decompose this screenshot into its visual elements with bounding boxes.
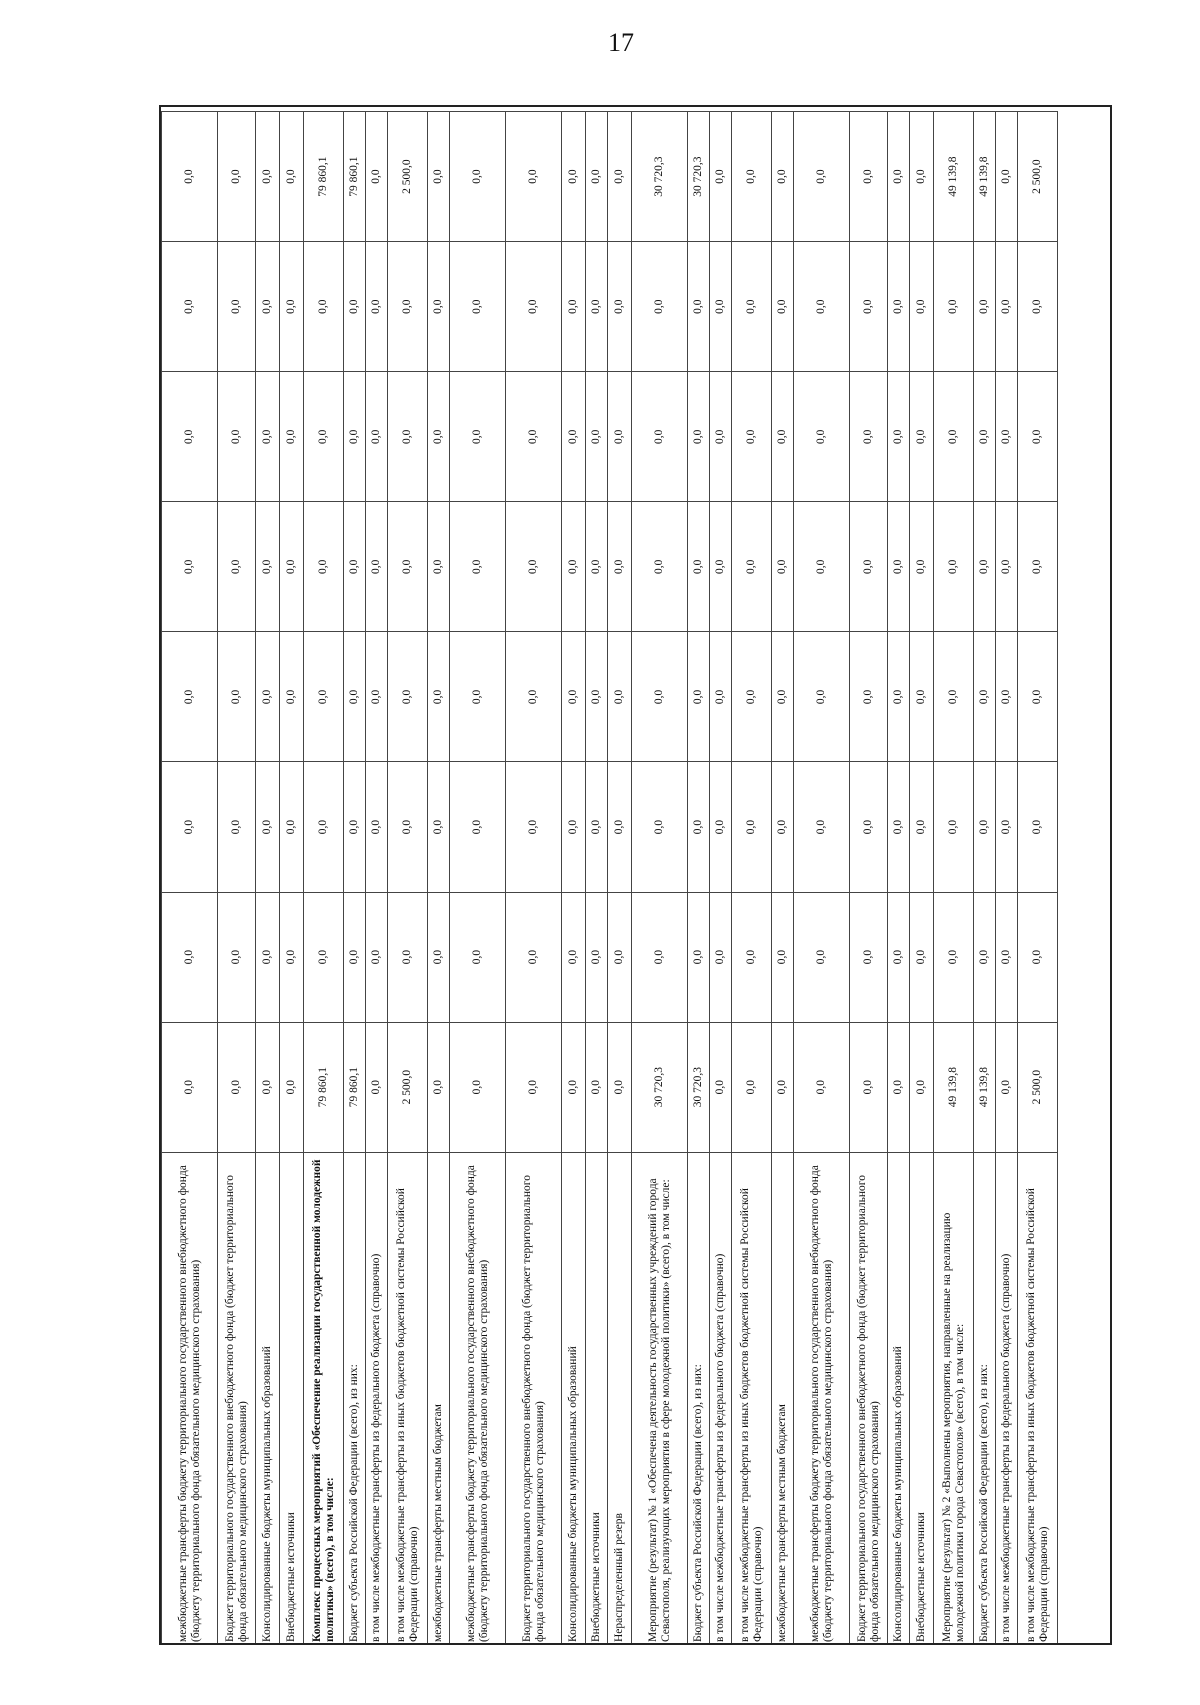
value-cell: 0,0: [218, 892, 256, 1022]
value-cell: 0,0: [794, 762, 850, 892]
value-cell: 0,0: [850, 762, 888, 892]
value-cell: 0,0: [1018, 502, 1058, 632]
value-cell: 0,0: [218, 762, 256, 892]
value-cell: 0,0: [910, 112, 934, 242]
value-cell: 0,0: [162, 112, 218, 242]
value-cell: 0,0: [772, 762, 794, 892]
value-cell: 0,0: [996, 112, 1018, 242]
table-row: [344, 112, 366, 1646]
value-cell: 0,0: [280, 892, 304, 1022]
value-cell: 0,0: [772, 892, 794, 1022]
value-cell: 0,0: [280, 502, 304, 632]
value-cell: 79 860,1: [304, 1022, 344, 1152]
value-cell: 30 720,3: [632, 112, 688, 242]
row-label-cell: межбюджетные трансферты бюджету территориального государственного внебюджетного фонда (бюджету территориального фонда обязательного медицинского страхования): [450, 1152, 506, 1645]
value-cell: 0,0: [304, 892, 344, 1022]
budget-table: [161, 111, 1058, 1645]
value-cell: 0,0: [732, 502, 772, 632]
row-label-cell: Бюджет субъекта Российской Федерации (всего), из них:: [974, 1152, 996, 1645]
value-cell: 0,0: [910, 632, 934, 762]
value-cell: 0,0: [280, 762, 304, 892]
value-cell: 0,0: [850, 502, 888, 632]
value-cell: 0,0: [562, 632, 586, 762]
value-cell: 0,0: [344, 242, 366, 372]
value-cell: 0,0: [850, 1022, 888, 1152]
rotated-table-container: [161, 107, 1112, 1645]
value-cell: 0,0: [910, 502, 934, 632]
table-row: [388, 112, 428, 1646]
value-cell: 0,0: [256, 632, 280, 762]
value-cell: 0,0: [366, 372, 388, 502]
value-cell: 0,0: [996, 632, 1018, 762]
value-cell: 0,0: [344, 762, 366, 892]
value-cell: 0,0: [256, 1022, 280, 1152]
value-cell: 0,0: [996, 242, 1018, 372]
value-cell: 0,0: [280, 1022, 304, 1152]
value-cell: 0,0: [794, 242, 850, 372]
value-cell: 2 500,0: [1018, 112, 1058, 242]
value-cell: 0,0: [732, 1022, 772, 1152]
value-cell: 0,0: [772, 112, 794, 242]
row-label-cell: Мероприятие (результат) № 1 «Обеспечена деятельность государственных учреждений города Севастополя, реализующих мероприятия в сфере молодежной политики» (всего), в том числе:: [632, 1152, 688, 1645]
value-cell: 0,0: [608, 372, 632, 502]
value-cell: 0,0: [794, 892, 850, 1022]
value-cell: 0,0: [934, 372, 974, 502]
row-label-cell: в том числе межбюджетные трансферты из федерального бюджета (справочно): [710, 1152, 732, 1645]
row-label-cell: Бюджет территориального государственного внебюджетного фонда (бюджет территориального фонда обязательного медицинского страхования): [218, 1152, 256, 1645]
value-cell: 0,0: [688, 632, 710, 762]
table-row: [850, 112, 888, 1646]
value-cell: 0,0: [974, 632, 996, 762]
value-cell: 0,0: [218, 372, 256, 502]
table-row: [218, 112, 256, 1646]
value-cell: 0,0: [586, 502, 608, 632]
value-cell: 0,0: [608, 242, 632, 372]
value-cell: 0,0: [428, 372, 450, 502]
table-row: [996, 112, 1018, 1646]
row-label-cell: в том числе межбюджетные трансферты из федерального бюджета (справочно): [366, 1152, 388, 1645]
value-cell: 0,0: [562, 1022, 586, 1152]
value-cell: 0,0: [388, 372, 428, 502]
value-cell: 0,0: [608, 632, 632, 762]
value-cell: 0,0: [344, 892, 366, 1022]
value-cell: 0,0: [974, 762, 996, 892]
value-cell: 0,0: [888, 372, 910, 502]
row-label-cell: в том числе межбюджетные трансферты из иных бюджетов бюджетной системы Российской Федерации (справочно): [388, 1152, 428, 1645]
value-cell: 0,0: [304, 242, 344, 372]
value-cell: 0,0: [710, 1022, 732, 1152]
value-cell: 49 139,8: [974, 1022, 996, 1152]
value-cell: 0,0: [218, 632, 256, 762]
table-row: [794, 112, 850, 1646]
value-cell: 30 720,3: [688, 1022, 710, 1152]
value-cell: 0,0: [586, 242, 608, 372]
value-cell: 0,0: [688, 762, 710, 892]
value-cell: 0,0: [586, 892, 608, 1022]
value-cell: 0,0: [608, 892, 632, 1022]
value-cell: 0,0: [888, 892, 910, 1022]
value-cell: 0,0: [256, 112, 280, 242]
value-cell: 0,0: [794, 372, 850, 502]
value-cell: 0,0: [280, 112, 304, 242]
value-cell: 0,0: [934, 762, 974, 892]
value-cell: 0,0: [732, 892, 772, 1022]
value-cell: 0,0: [910, 1022, 934, 1152]
value-cell: 0,0: [428, 502, 450, 632]
value-cell: 0,0: [732, 632, 772, 762]
value-cell: 0,0: [888, 112, 910, 242]
table-row: [428, 112, 450, 1646]
row-label-cell: Внебюджетные источники: [910, 1152, 934, 1645]
row-label-cell: в том числе межбюджетные трансферты из иных бюджетов бюджетной системы Российской Федерации (справочно): [732, 1152, 772, 1645]
value-cell: 0,0: [934, 892, 974, 1022]
value-cell: 0,0: [794, 112, 850, 242]
value-cell: 0,0: [162, 372, 218, 502]
row-label-cell: в том числе межбюджетные трансферты из федерального бюджета (справочно): [996, 1152, 1018, 1645]
row-label-cell: Бюджет субъекта Российской Федерации (всего), из них:: [688, 1152, 710, 1645]
table-row: [732, 112, 772, 1646]
value-cell: 0,0: [506, 242, 562, 372]
value-cell: 0,0: [732, 112, 772, 242]
value-cell: 0,0: [388, 502, 428, 632]
value-cell: 0,0: [586, 1022, 608, 1152]
value-cell: 0,0: [162, 1022, 218, 1152]
table-row: [1018, 112, 1058, 1646]
value-cell: 2 500,0: [1018, 1022, 1058, 1152]
value-cell: 0,0: [304, 762, 344, 892]
value-cell: 0,0: [428, 762, 450, 892]
row-label-cell: Бюджет территориального государственного внебюджетного фонда (бюджет территориального фонда обязательного медицинского страхования): [850, 1152, 888, 1645]
table-row: [632, 112, 688, 1646]
value-cell: 0,0: [850, 372, 888, 502]
value-cell: 0,0: [910, 892, 934, 1022]
value-cell: 0,0: [850, 632, 888, 762]
value-cell: 49 139,8: [934, 112, 974, 242]
value-cell: 0,0: [388, 762, 428, 892]
value-cell: 0,0: [974, 242, 996, 372]
value-cell: 0,0: [562, 892, 586, 1022]
value-cell: 0,0: [256, 242, 280, 372]
row-label-cell: Консолидированные бюджеты муниципальных образований: [562, 1152, 586, 1645]
value-cell: 0,0: [304, 632, 344, 762]
value-cell: 0,0: [366, 632, 388, 762]
value-cell: 0,0: [1018, 762, 1058, 892]
row-label-cell: межбюджетные трансферты бюджету территориального государственного внебюджетного фонда (бюджету территориального фонда обязательного медицинского страхования): [794, 1152, 850, 1645]
value-cell: 0,0: [608, 1022, 632, 1152]
value-cell: 0,0: [710, 762, 732, 892]
value-cell: 0,0: [632, 242, 688, 372]
value-cell: 0,0: [850, 892, 888, 1022]
value-cell: 0,0: [888, 762, 910, 892]
value-cell: 0,0: [506, 892, 562, 1022]
table-row: [366, 112, 388, 1646]
table-row: [910, 112, 934, 1646]
row-label-cell: межбюджетные трансферты бюджету территориального государственного внебюджетного фонда (бюджету территориального фонда обязательного медицинского страхования): [162, 1152, 218, 1645]
value-cell: 0,0: [688, 502, 710, 632]
value-cell: 0,0: [1018, 372, 1058, 502]
value-cell: 0,0: [562, 502, 586, 632]
row-label-cell: в том числе межбюджетные трансферты из иных бюджетов бюджетной системы Российской Федерации (справочно): [1018, 1152, 1058, 1645]
value-cell: 0,0: [162, 632, 218, 762]
value-cell: 0,0: [366, 1022, 388, 1152]
value-cell: 0,0: [794, 632, 850, 762]
value-cell: 0,0: [562, 762, 586, 892]
value-cell: 0,0: [366, 892, 388, 1022]
value-cell: 0,0: [586, 632, 608, 762]
value-cell: 0,0: [888, 1022, 910, 1152]
value-cell: 0,0: [794, 1022, 850, 1152]
value-cell: 0,0: [910, 242, 934, 372]
value-cell: 0,0: [772, 502, 794, 632]
row-label-cell: Мероприятие (результат) № 2 «Выполнены мероприятия, направленные на реализацию молодежной политики города Севастополя» (всего), в том числе:: [934, 1152, 974, 1645]
value-cell: 0,0: [1018, 892, 1058, 1022]
row-label-cell: Консолидированные бюджеты муниципальных образований: [888, 1152, 910, 1645]
value-cell: 0,0: [428, 112, 450, 242]
table-row: [772, 112, 794, 1646]
value-cell: 0,0: [450, 242, 506, 372]
value-cell: 0,0: [688, 372, 710, 502]
value-cell: 0,0: [428, 632, 450, 762]
value-cell: 0,0: [344, 372, 366, 502]
table-row: [562, 112, 586, 1646]
value-cell: 0,0: [280, 372, 304, 502]
value-cell: 0,0: [934, 502, 974, 632]
value-cell: 0,0: [162, 242, 218, 372]
row-label-cell: Внебюджетные источники: [280, 1152, 304, 1645]
table-row: [162, 112, 218, 1646]
value-cell: 0,0: [450, 892, 506, 1022]
value-cell: 0,0: [218, 1022, 256, 1152]
value-cell: 0,0: [450, 632, 506, 762]
value-cell: 0,0: [710, 372, 732, 502]
table-row: [280, 112, 304, 1646]
value-cell: 0,0: [366, 112, 388, 242]
value-cell: 0,0: [218, 242, 256, 372]
value-cell: 0,0: [608, 502, 632, 632]
row-label-cell: Комплекс процессных мероприятий «Обеспечение реализации государственной молодежной политики» (всего), в том числе:: [304, 1152, 344, 1645]
value-cell: 0,0: [388, 632, 428, 762]
page-number: 17: [608, 28, 634, 57]
value-cell: 0,0: [772, 1022, 794, 1152]
value-cell: 0,0: [688, 892, 710, 1022]
value-cell: 0,0: [280, 242, 304, 372]
value-cell: 0,0: [162, 762, 218, 892]
value-cell: 0,0: [304, 502, 344, 632]
value-cell: 0,0: [280, 632, 304, 762]
table-row: [974, 112, 996, 1646]
value-cell: 0,0: [732, 372, 772, 502]
value-cell: 0,0: [256, 762, 280, 892]
value-cell: 0,0: [256, 372, 280, 502]
value-cell: 79 860,1: [304, 112, 344, 242]
value-cell: 0,0: [910, 762, 934, 892]
value-cell: 49 139,8: [974, 112, 996, 242]
value-cell: 0,0: [996, 1022, 1018, 1152]
value-cell: 79 860,1: [344, 112, 366, 242]
value-cell: 0,0: [608, 762, 632, 892]
row-label-cell: межбюджетные трансферты местным бюджетам: [428, 1152, 450, 1645]
value-cell: 0,0: [996, 762, 1018, 892]
value-cell: 0,0: [586, 762, 608, 892]
row-label-cell: Нераспределенный резерв: [608, 1152, 632, 1645]
value-cell: 0,0: [710, 112, 732, 242]
value-cell: 0,0: [1018, 632, 1058, 762]
table-row: [304, 112, 344, 1646]
value-cell: 0,0: [428, 1022, 450, 1152]
value-cell: 0,0: [996, 502, 1018, 632]
value-cell: 0,0: [388, 242, 428, 372]
value-cell: 0,0: [632, 372, 688, 502]
value-cell: 0,0: [162, 892, 218, 1022]
value-cell: 0,0: [794, 502, 850, 632]
value-cell: 0,0: [450, 1022, 506, 1152]
row-label-cell: Бюджет территориального государственного внебюджетного фонда (бюджет территориального фонда обязательного медицинского страхования): [506, 1152, 562, 1645]
value-cell: 0,0: [506, 502, 562, 632]
value-cell: 0,0: [888, 502, 910, 632]
value-cell: 0,0: [888, 242, 910, 372]
value-cell: 0,0: [632, 632, 688, 762]
value-cell: 0,0: [772, 632, 794, 762]
value-cell: 0,0: [562, 112, 586, 242]
value-cell: 0,0: [450, 762, 506, 892]
value-cell: 0,0: [256, 502, 280, 632]
value-cell: 79 860,1: [344, 1022, 366, 1152]
value-cell: 0,0: [366, 242, 388, 372]
value-cell: 0,0: [732, 242, 772, 372]
value-cell: 0,0: [450, 112, 506, 242]
value-cell: 0,0: [344, 502, 366, 632]
value-cell: 0,0: [428, 242, 450, 372]
value-cell: 0,0: [888, 632, 910, 762]
value-cell: 49 139,8: [934, 1022, 974, 1152]
value-cell: 0,0: [688, 242, 710, 372]
value-cell: 0,0: [506, 762, 562, 892]
value-cell: 0,0: [772, 372, 794, 502]
value-cell: 0,0: [506, 1022, 562, 1152]
value-cell: 0,0: [732, 762, 772, 892]
value-cell: 0,0: [586, 112, 608, 242]
value-cell: 0,0: [934, 242, 974, 372]
value-cell: 0,0: [506, 112, 562, 242]
row-label-cell: Консолидированные бюджеты муниципальных образований: [256, 1152, 280, 1645]
value-cell: 0,0: [256, 892, 280, 1022]
value-cell: 0,0: [772, 242, 794, 372]
table-row: [506, 112, 562, 1646]
value-cell: 0,0: [996, 372, 1018, 502]
value-cell: 0,0: [450, 372, 506, 502]
value-cell: 0,0: [586, 372, 608, 502]
table-row: [256, 112, 280, 1646]
value-cell: 0,0: [1018, 242, 1058, 372]
value-cell: 0,0: [218, 112, 256, 242]
budget-table-frame: [159, 105, 1112, 1645]
value-cell: 2 500,0: [388, 112, 428, 242]
value-cell: 0,0: [366, 502, 388, 632]
table-row: [934, 112, 974, 1646]
table-row: [710, 112, 732, 1646]
value-cell: 0,0: [850, 112, 888, 242]
value-cell: 0,0: [218, 502, 256, 632]
value-cell: 0,0: [608, 112, 632, 242]
value-cell: 0,0: [562, 372, 586, 502]
value-cell: 0,0: [710, 632, 732, 762]
value-cell: 0,0: [428, 892, 450, 1022]
value-cell: 0,0: [974, 892, 996, 1022]
value-cell: 0,0: [996, 892, 1018, 1022]
value-cell: 0,0: [304, 372, 344, 502]
value-cell: 0,0: [974, 372, 996, 502]
value-cell: 0,0: [710, 502, 732, 632]
table-row: [608, 112, 632, 1646]
row-label-cell: Бюджет субъекта Российской Федерации (всего), из них:: [344, 1152, 366, 1645]
value-cell: 30 720,3: [688, 112, 710, 242]
value-cell: 0,0: [974, 502, 996, 632]
table-row: [888, 112, 910, 1646]
value-cell: 2 500,0: [388, 1022, 428, 1152]
value-cell: 30 720,3: [632, 1022, 688, 1152]
table-row: [450, 112, 506, 1646]
value-cell: 0,0: [910, 372, 934, 502]
value-cell: 0,0: [710, 892, 732, 1022]
value-cell: 0,0: [162, 502, 218, 632]
value-cell: 0,0: [450, 502, 506, 632]
value-cell: 0,0: [344, 632, 366, 762]
value-cell: 0,0: [632, 892, 688, 1022]
value-cell: 0,0: [710, 242, 732, 372]
row-label-cell: Внебюджетные источники: [586, 1152, 608, 1645]
table-body: [162, 112, 1058, 1646]
value-cell: 0,0: [506, 372, 562, 502]
value-cell: 0,0: [632, 762, 688, 892]
value-cell: 0,0: [366, 762, 388, 892]
table-row: [586, 112, 608, 1646]
value-cell: 0,0: [506, 632, 562, 762]
value-cell: 0,0: [388, 892, 428, 1022]
value-cell: 0,0: [850, 242, 888, 372]
row-label-cell: межбюджетные трансферты местным бюджетам: [772, 1152, 794, 1645]
value-cell: 0,0: [562, 242, 586, 372]
table-row: [688, 112, 710, 1646]
value-cell: 0,0: [934, 632, 974, 762]
value-cell: 0,0: [632, 502, 688, 632]
